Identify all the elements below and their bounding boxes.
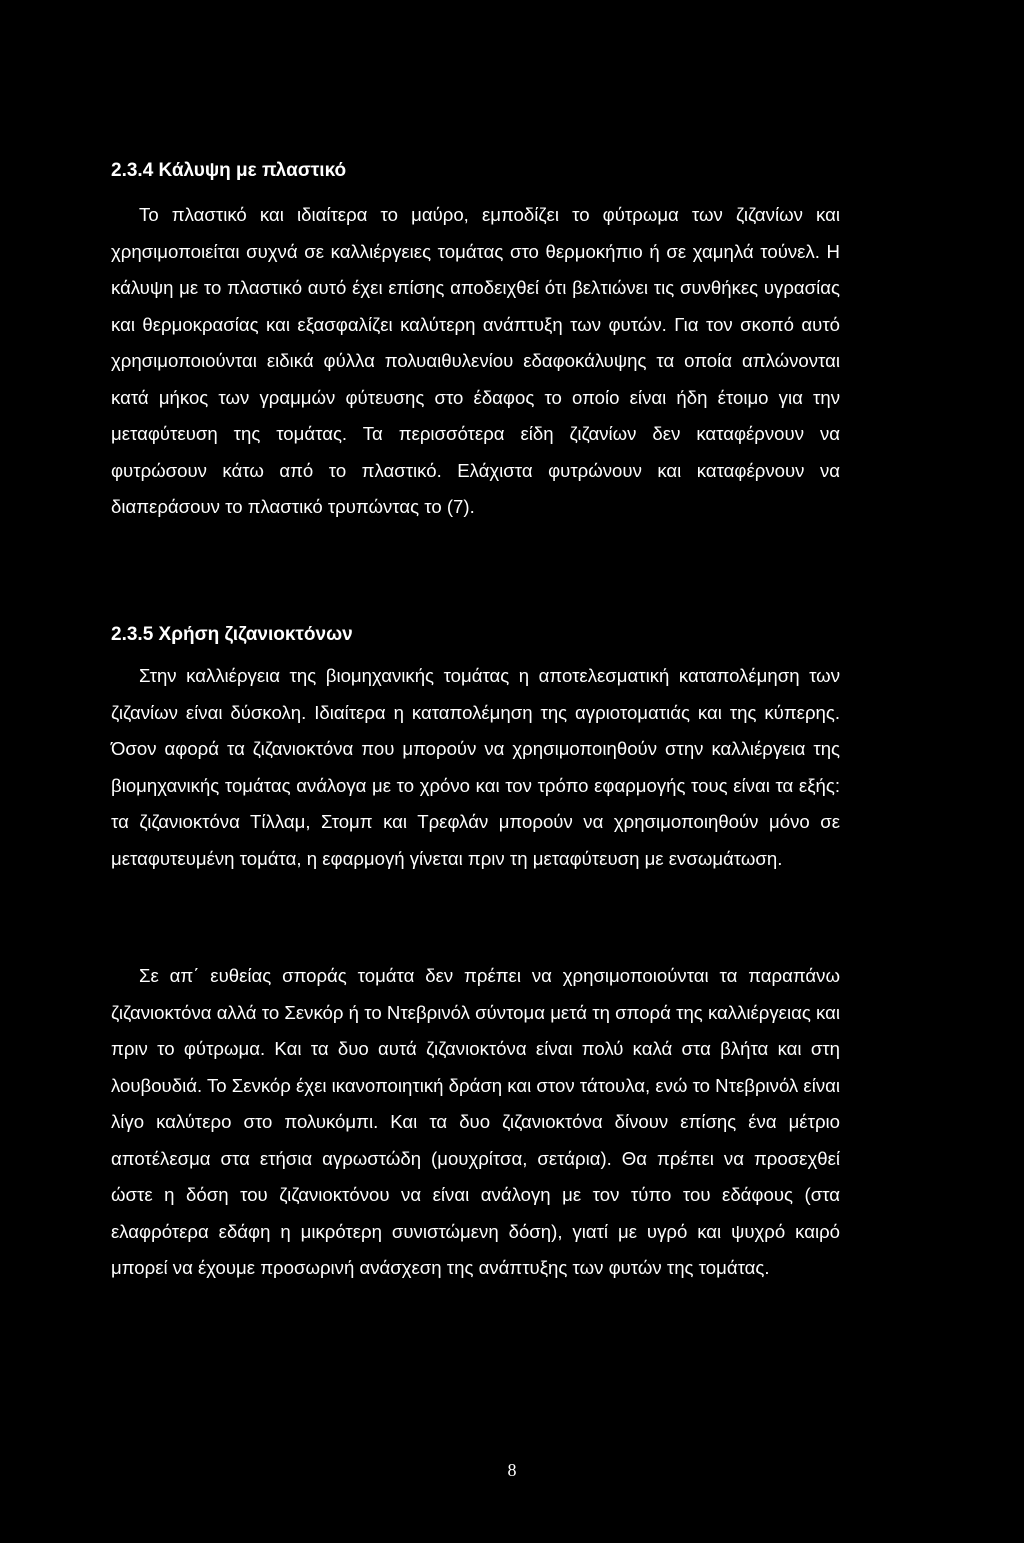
section-heading-herbicides: 2.3.5 Χρήση ζιζανιοκτόνων [111,624,353,645]
section-heading-plastic-mulch: 2.3.4 Κάλυψη με πλαστικό [111,160,347,181]
paragraph-herbicides-2: Σε απ΄ ευθείας σποράς τομάτα δεν πρέπει να χρησιμοποιούνται τα παραπάνω ζιζανιοκτόνα αλλά το Σενκόρ ή το Ντεβρινόλ σύντομα μετά τη σπορά της καλλιέργειας και πριν το φύτρωμα. Και τα δυο αυτά ζιζανιοκτόνα είναι πολύ καλά στα βλήτα και στη λουβουδιά. Το Σενκόρ έχει ικανοποιητική δράση και στον τάτουλα, ενώ το Ντεβρινόλ είναι λίγο καλύτερο στο πολυκόμπι. Και τα δυο ζιζανιοκτόνα δίνουν επίσης ένα μέτριο αποτέλεσμα στα ετήσια αγρωστώδη (μουχρίτσα, σετάρια). Θα πρέπει να προσεχθεί ώστε η δόση του ζιζανιοκτόνου να είναι ανάλογη με τον τύπο του εδάφους (στα ελαφρότερα εδάφη η μικρότερη συνιστώμενη δόση), γιατί με υγρό και ψυχρό καιρό μπορεί να έχουμε προσωρινή ανάσχεση της ανάπτυξης των φυτών της τομάτας. [111,965,840,1278]
page-number: 8 [507,1460,517,1480]
paragraph-plastic-mulch: Το πλαστικό και ιδιαίτερα το μαύρο, εμποδίζει το φύτρωμα των ζιζανίων και χρησιμοποιείται συχνά σε καλλιέργειες τομάτας στο θερμοκήπιο ή σε χαμηλά τούνελ. Η κάλυψη με το πλαστικό αυτό έχει επίσης αποδειχθεί ότι βελτιώνει τις συνθήκες υγρασίας και θερμοκρασίας και εξασφαλίζει καλύτερη ανάπτυξη των φυτών. Για τον σκοπό αυτό χρησιμοποιούνται ειδικά φύλλα πολυαιθυλενίου εδαφοκάλυψης τα οποία απλώνονται κατά μήκος των γραμμών φύτευσης στο έδαφος το οποίο είναι ήδη έτοιμο για την μεταφύτευση της τομάτας. Τα περισσότερα είδη ζιζανίων δεν καταφέρνουν να φυτρώσουν κάτω από το πλαστικό. Ελάχιστα φυτρώνουν και καταφέρνουν να διαπεράσουν το πλαστικό τρυπώντας το (7). [111,204,840,517]
paragraph-herbicides-1: Στην καλλιέργεια της βιομηχανικής τομάτας η αποτελεσματική καταπολέμηση των ζιζανίων είναι δύσκολη. Ιδιαίτερα η καταπολέμηση της αγριοτοματιάς και της κύπερης. Όσον αφορά τα ζιζανιοκτόνα που μπορούν να χρησιμοποιηθούν στην καλλιέργεια της βιομηχανικής τομάτας ανάλογα με το χρόνο και τον τρόπο εφαρμογής τους είναι τα εξής: τα ζιζανιοκτόνα Τίλλαμ, Στομπ και Τρεφλάν μπορούν να χρησιμοποιηθούν μόνο σε μεταφυτευμένη τομάτα, η εφαρμογή γίνεται πριν τη μεταφύτευση με ενσωμάτωση. [111,665,840,869]
